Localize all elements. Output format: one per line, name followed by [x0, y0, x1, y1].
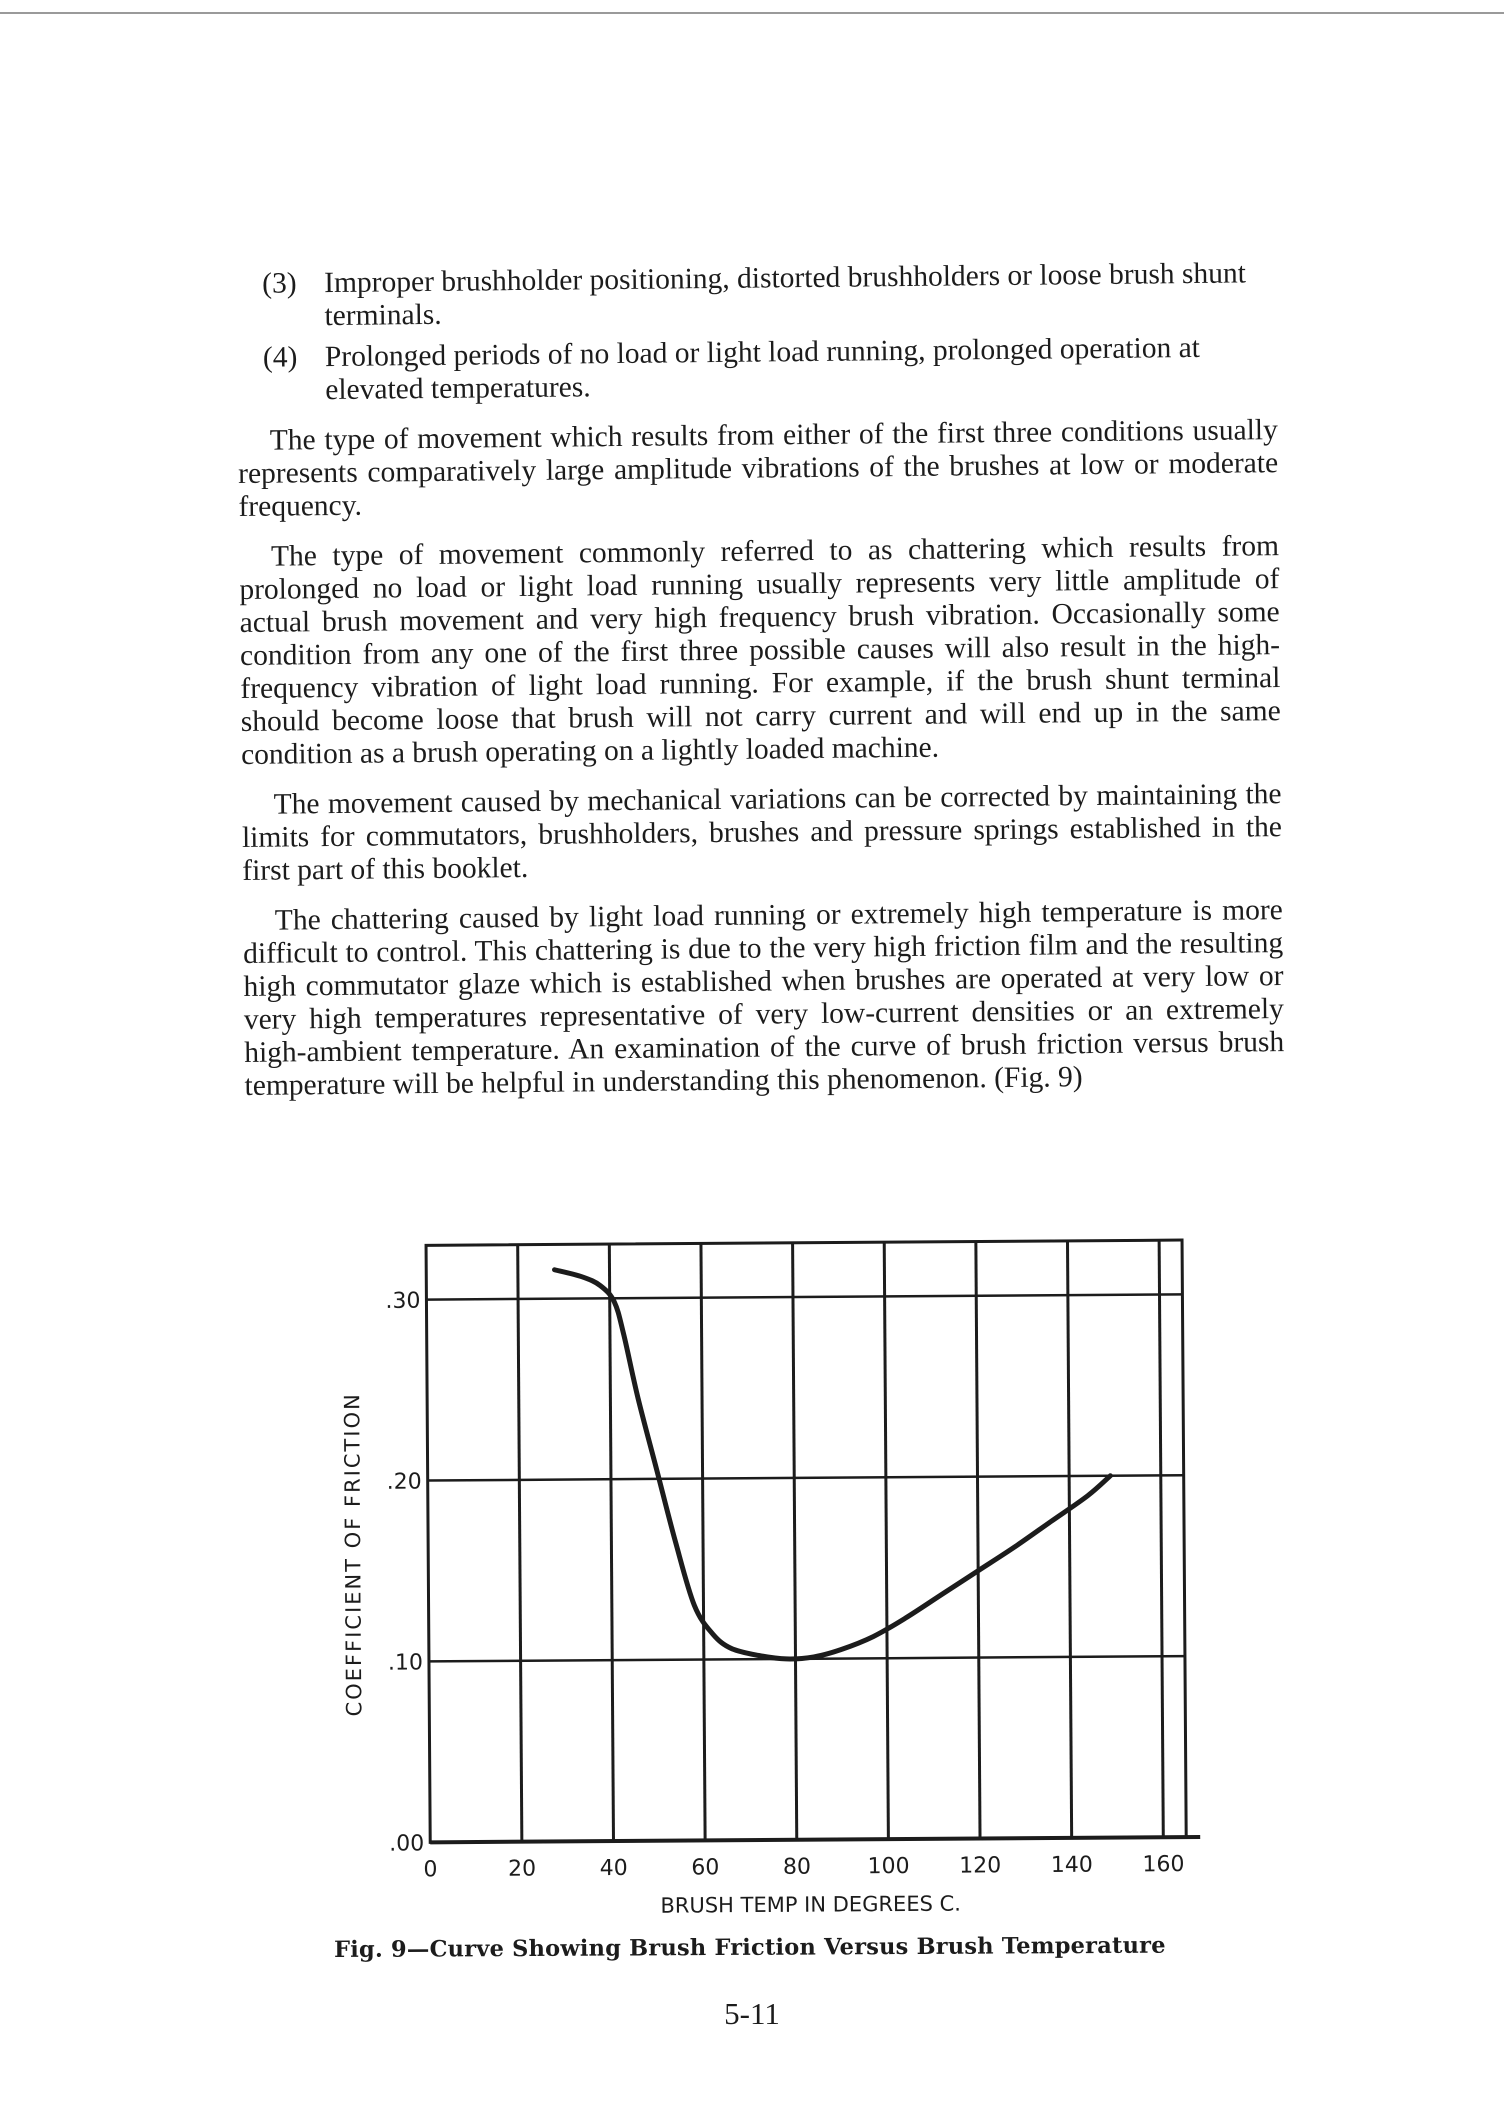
x-tick-label: 80 [782, 1854, 812, 1880]
friction-chart-svg [330, 1232, 1235, 1918]
vertical-gridline [884, 1242, 888, 1839]
figure-caption: Fig. 9—Curve Showing Brush Friction Versus Brush Temperature [334, 1932, 1166, 1963]
y-tick-label: .10 [387, 1650, 424, 1676]
body-text [236, 257, 1285, 1103]
vertical-gridline [976, 1241, 980, 1838]
page-number: 5-11 [724, 1996, 780, 2031]
vertical-gridline [793, 1243, 797, 1840]
friction-curve [555, 1266, 1112, 1661]
x-tick-label: 120 [959, 1853, 1002, 1879]
x-axis-label: BRUSH TEMP IN DEGREES C. [660, 1891, 961, 1918]
list-item [236, 257, 1277, 334]
vertical-gridline [701, 1243, 705, 1840]
vertical-gridline [518, 1245, 522, 1842]
list-item-text: Prolonged periods of no load or light load running, prolonged operation at elevated temperatures. [324, 331, 1201, 407]
x-tick-label: 160 [1142, 1852, 1185, 1878]
x-tick-label: 20 [507, 1856, 537, 1882]
vertical-gridline [1067, 1241, 1071, 1838]
y-tick-label: .20 [386, 1469, 422, 1495]
x-axis-line [430, 1837, 1200, 1842]
y-axis-label: COEFFICIENT OF FRICTION [340, 1392, 367, 1717]
x-tick-label: 140 [1050, 1852, 1093, 1878]
figure-9-chart [330, 1232, 1235, 1918]
list-item-number: (4) [262, 341, 298, 374]
list-item-number: (3) [261, 267, 297, 300]
paragraph: The type of movement which results from either of the first three conditions usually represents comparatively large amplitude vibrations of the brushes at low or moderate frequency. [237, 414, 1279, 523]
paragraph: The type of movement commonly referred to as chattering which results from prolonged no load or light load running usually represents very little amplitude of actual brush movement and very high frequency brush vibration. Occasionally some condition from any one of the first three possible causes will also result in the high-frequency vibration of light load running. For example, if the brush shunt terminal should become loose that brush will not carry current and will end up in the same condition as a brush operating on a lightly loaded machine. [239, 530, 1281, 771]
x-tick-label: 60 [691, 1855, 720, 1881]
paragraph: The chattering caused by light load running or extremely high temperature is more difficult to control. This chattering is due to the very high friction film and the resulting high commutator glaze which is established when brushes are operated at very low or very high temperatures representative of very low-current densities or an extremely high-ambient temperature. An examination of the curve of brush friction versus brush temperature will be helpful in understanding this phenomenon. (Fig. 9) [243, 894, 1285, 1102]
y-tick-label: .30 [385, 1288, 421, 1314]
paragraph: The movement caused by mechanical variations can be corrected by maintaining the limits for commutators, brushholders, brushes and pressure springs established in the first part of this booklet. [241, 778, 1283, 887]
list-item-text: Improper brushholder positioning, distorted brushholders or loose brush shunt terminals. [323, 257, 1247, 333]
numbered-list [236, 257, 1277, 408]
list-item [237, 331, 1278, 408]
x-tick-label: 100 [867, 1853, 910, 1880]
x-tick-label: 40 [599, 1855, 628, 1882]
vertical-gridline [1159, 1240, 1163, 1837]
vertical-gridline [609, 1244, 613, 1841]
x-tick-label: 0 [423, 1857, 438, 1883]
y-tick-label: .00 [389, 1831, 425, 1857]
